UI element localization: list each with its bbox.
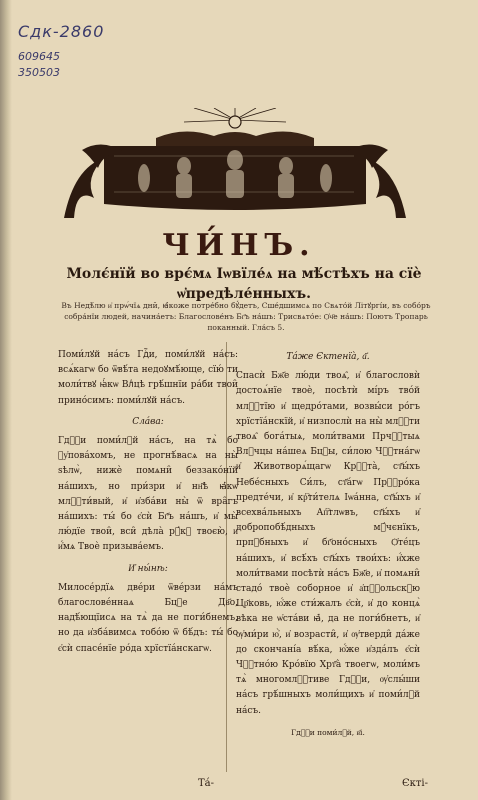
archive-stamp-line-1: Сдк-2860 xyxy=(18,22,105,41)
nyne-heading: И҆ ны́нѣ: xyxy=(128,563,168,574)
woodcut-headpiece-illustration xyxy=(64,108,406,218)
right-paragraph-1: Спасѝ Бж҃е лю́ди твоѧ̑, и҆ благословѝ достоѧ́нїе твоѐ, посѣтѝ мі́ръ тво́й млⷭ҇тїю и҆ щедро́тами, возвы́си ро́гъ хрїстїа́нскїй, и҆ низпослѝ на ны̀ млⷭ҇ти твоѧ̑ бога́тыѧ, моли́твами Прчⷭ҇тыѧ Влⷣчцы на́шеѧ Бцⷣы, си́лою Чⷭ҇тна́гѡ и҆ Животворѧ́щагѡ Крⷭ҇та̀, ст҃ы́хъ Небе́сныхъ Си́лъ, ст҃а́гѡ Прⷪ҇ро́ка предте́чи, и҆ кр҇ти́телѧ Іѡа́нна, ст҃ы́хъ и҆ всехва́льныхъ Ап҇тлѡвъ, ст҃ы́хъ и҆ добропобѣ́дныхъ мꙋ́чєнїкъ, прпⷣбныхъ и҆ бг҃оно́сныхъ Ѻ҆те́цъ на́шихъ, и҆ всѣ́хъ ст҃ы́хъ твои́хъ: и҆́хже моли́твами посѣтѝ на́съ Бж҃е, и҆ помѧни̑ стадо́ твоѐ соборное и҆ а҆пⷭ҇ольскꙋю Цр҃ковь, ю҆́же сти́жалъ є҆сѝ, и҆ до концѧ̀ вѣка не ѡ҆ста́ви ꙗ҆̀, да не поги́бнетъ, и҆ ѹ҆ми́ри ю҆̀, и҆ возрасти̑, и҆ ѹ҆тверди̑ да́же до скончані́а вѣ́ка, ю҆́же и҆зда́лъ є҆сѝ Чⷭ҇тно́ю Кро́вїю Хрт҃а̀ твоегѡ, моли́мъ тѧ̀ многомлⷭ҇тиве Гдⷭ҇и, ѹ҆слы́ши на́съ грѣ́шныхъ моли́щихъ и҆ поми́лꙋй на́съ. xyxy=(236,371,420,716)
slava-heading: Сла́ва: xyxy=(132,416,164,427)
left-paragraph-1: Поми́лꙋй на́съ Гдⷭ҇и, поми́лꙋй на́съ: всѧ́кагѡ бо ѿвѣ́та недоꙋмѣ́юще, сїю́ ти моли́твꙋ ꙗ҆́кѡ Влⷣцѣ грѣ́шнїи ра́би твои̑ прино́симъ: поми́лꙋй на́съ. xyxy=(58,350,238,406)
catchword-right: Єкті- xyxy=(402,778,429,789)
rubric-instructions: Въ Недѣ́лю и҆ прѡ́чїѧ дни̑, ꙗ҆́коже потре́бно бꙋ́детъ, Сше́дшимсѧ по Свѧто́й Літꙋргі́и, въ собо́ръ собра́нїи людей, начина́етъ: Благослове́нъ Бг҃ъ на́шъ: Трисвѧто́е: Ѻ҆ч҃е на́шъ: Поютъ Тропарь поканный. Гла́съ 5. xyxy=(61,301,431,332)
left-column xyxy=(58,348,238,663)
document-title: ЧИ́НЪ. xyxy=(162,228,316,263)
page-edge-shadow xyxy=(0,0,12,800)
right-column xyxy=(236,348,420,740)
left-paragraph-2: Гдⷭ҇и поми́лꙋй на́съ, на тѧ̀ бо ᲂу҆пова́хомъ, не прогнѣ́васѧ на ны̀ ѕѣлѡ̀, нижѐ помѧни̑ беззако́нїй на́шихъ, но при́зри и҆ нн҃ѣ ꙗ҆́кѡ млⷭ҇ти́вый, и҆ и҆зба́ви ны̀ ѿ вра̑гъ на́шихъ: ты́ бо є҆сѝ Бг҃ъ на́шъ, и҆ мы̀ лю́дїе твои̑, вси̑ дѣла̀ рꙋ́кꙋ твоєю̀, и҆ и҆́мѧ Твоѐ призыва́емъ. xyxy=(58,436,238,553)
archive-stamp-line-3: 350503 xyxy=(18,66,60,79)
left-paragraph-3: Милосе́рдїѧ две́ри ѿве́рзи на́мъ благослове́ннаѧ Бцⷣе Дв҃о, надѣ́ющїисѧ на тѧ̀ да не поги́бнемъ, но да и҆зба́вимсѧ тобо́ю ѿ бѣ́дъ: ты́ бо є҆сѝ спасе́нїе ро́да хрїстїа́нскагѡ. xyxy=(58,582,238,654)
catchword-left: Та́- xyxy=(198,778,215,789)
ektenia-heading: Та́же Єктенїа̀, а҃. xyxy=(286,352,370,362)
refrain-note: Гдⷭ҇и поми́лꙋй, в҃і. xyxy=(291,727,365,737)
document-subtitle: Молє́нїй во врє́мѧ Іѡвїле́ѧ на мѣ́стѣхъ на сїѐ ѡ҆предѣле́нныхъ. xyxy=(66,266,422,302)
archive-stamp-line-2: 609645 xyxy=(18,50,60,63)
